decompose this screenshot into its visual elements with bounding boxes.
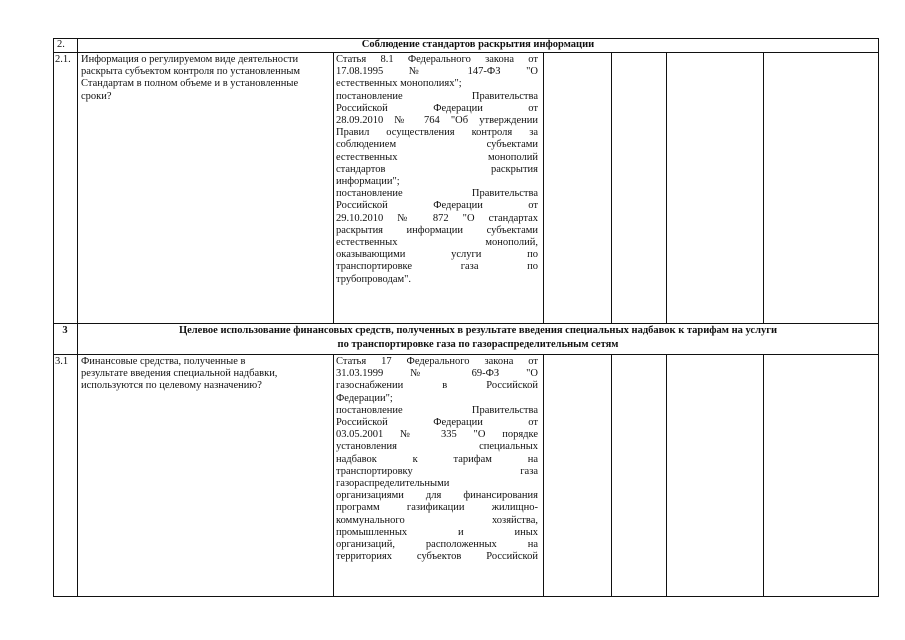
legal-basis-line: 31.03.1999 № 69-ФЗ "О: [336, 368, 538, 380]
section-number: 2.: [57, 39, 65, 50]
legal-basis-line: Российской Федерации от: [336, 417, 538, 429]
legal-basis-line: постановление Правительства: [336, 90, 538, 102]
legal-basis-line: естественных монополий: [336, 151, 538, 163]
legal-basis-line: промышленных и иных: [336, 526, 538, 538]
legal-basis-line: 03.05.2001 № 335 "О порядке: [336, 429, 538, 441]
legal-basis-line: раскрытия информации субъектами: [336, 224, 538, 236]
table-border-right: [878, 38, 879, 597]
legal-basis-line: соблюдением субъектами: [336, 139, 538, 151]
legal-basis-line: Федерации";: [336, 392, 393, 404]
col-divider: [611, 354, 612, 597]
legal-basis-line: транспортировку газа: [336, 465, 538, 477]
legal-basis-line: Российской Федерации от: [336, 102, 538, 114]
legal-basis-line: Российской Федерации от: [336, 200, 538, 212]
col-divider: [77, 38, 78, 597]
legal-basis-line: коммунального хозяйства,: [336, 514, 538, 526]
question-text: Финансовые средства, полученные в результате введения специальной надбавки, используются по целевому назначению?: [81, 356, 278, 392]
col-divider: [611, 52, 612, 324]
section-title-line2: по транспортировке газа по газораспределительным сетям: [337, 339, 619, 350]
col-divider: [763, 52, 764, 324]
row-divider: [53, 354, 879, 355]
table-border-left: [53, 38, 54, 597]
legal-basis-line: Правил осуществления контроля за: [336, 127, 538, 139]
row-number: 3.1: [55, 356, 69, 367]
legal-basis-line: газоснабжении в Российской: [336, 380, 538, 392]
legal-basis-line: 17.08.1995 № 147-ФЗ "О: [336, 66, 538, 78]
section-title: Соблюдение стандартов раскрытия информации: [361, 39, 595, 50]
legal-basis-line: стандартов раскрытия: [336, 163, 538, 175]
row-divider: [53, 52, 879, 53]
legal-basis-line: территориях субъектов Российской: [336, 551, 538, 563]
col-divider: [763, 354, 764, 597]
row-number: 2.1.: [55, 54, 71, 65]
legal-basis-line: программ газификации жилищно-: [336, 502, 538, 514]
legal-basis-line: Статья 17 Федерального закона от: [336, 356, 538, 367]
legal-basis-line: оказывающими услуги по: [336, 249, 538, 261]
legal-basis-line: 28.09.2010 № 764 "Об утверждении: [336, 115, 538, 127]
question-text: Информация о регулируемом виде деятельности раскрыта субъектом контроля по установленным Стандартам в полном объеме и в установленные сроки?: [81, 54, 301, 102]
row-divider: [53, 323, 879, 324]
col-divider: [666, 354, 667, 597]
legal-basis-line: постановление Правительства: [336, 188, 538, 200]
legal-basis-line: организаций, расположенных на: [336, 539, 538, 551]
legal-basis-text: [336, 54, 540, 286]
legal-basis-line: установления специальных: [336, 441, 538, 453]
legal-basis-line: транспортировке газа по: [336, 261, 538, 273]
legal-basis-line: постановление Правительства: [336, 404, 538, 416]
col-divider: [543, 354, 544, 597]
legal-basis-text: [336, 356, 540, 563]
legal-basis-line: трубопроводам".: [336, 273, 412, 285]
legal-basis-line: организациями для финансирования: [336, 490, 538, 502]
legal-basis-line: газораспределительными: [336, 478, 450, 490]
col-divider: [333, 354, 334, 597]
legal-basis-line: 29.10.2010 № 872 "О стандартах: [336, 212, 538, 224]
section-number: 3: [62, 325, 68, 336]
legal-basis-line: Статья 8.1 Федерального закона от: [336, 54, 538, 65]
legal-basis-line: информации";: [336, 176, 400, 188]
section-title-line1: Целевое использование финансовых средств, полученных в результате введения специальных надбавок к тарифам на услуги: [178, 325, 778, 336]
legal-basis-line: естественных монополиях";: [336, 78, 462, 90]
col-divider: [666, 52, 667, 324]
col-divider: [333, 52, 334, 324]
legal-basis-line: естественных монополий,: [336, 237, 538, 249]
table-border-bottom: [53, 596, 879, 597]
col-divider: [543, 52, 544, 324]
legal-basis-line: надбавок к тарифам на: [336, 453, 538, 465]
